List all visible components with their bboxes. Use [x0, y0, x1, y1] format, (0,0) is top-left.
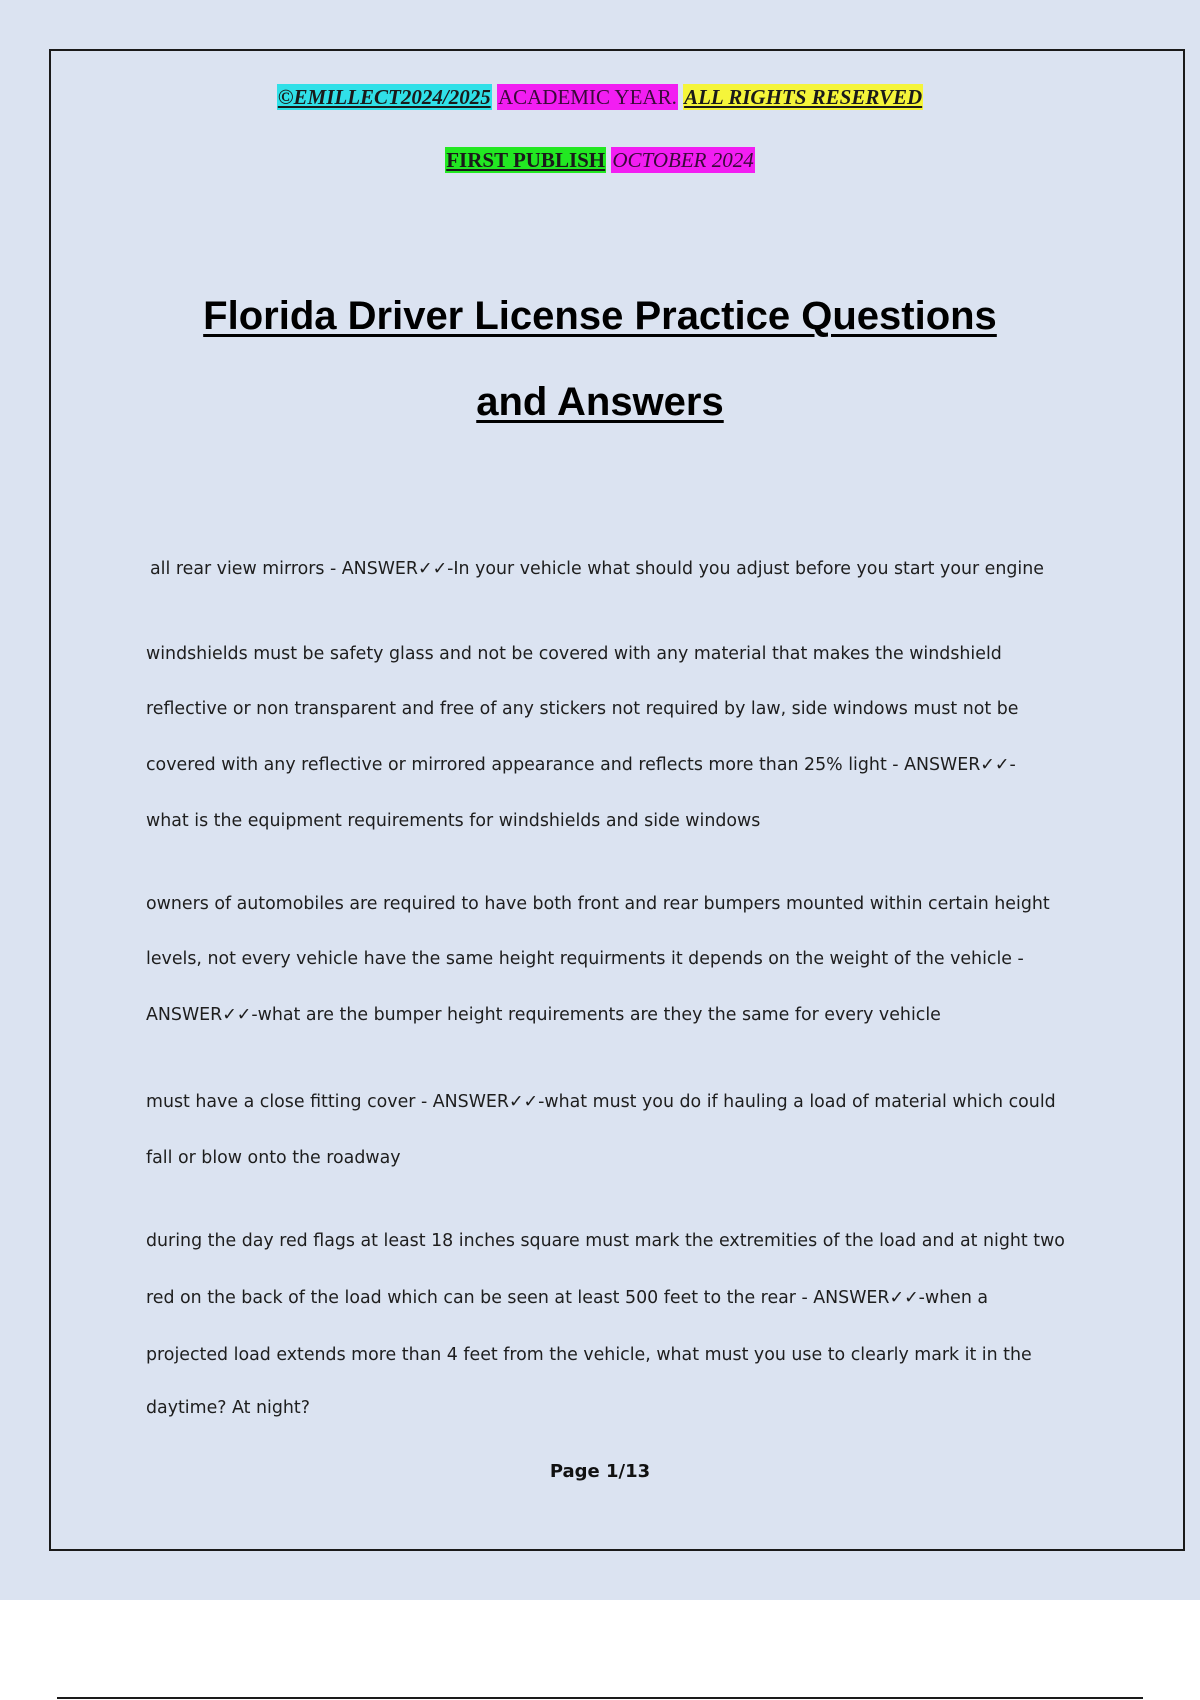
qa-line: owners of automobiles are required to have both front and rear bumpers mounted within certain height [146, 894, 1050, 914]
copyright-text: ©EMILLECT2024/2025 [277, 85, 491, 109]
qa-line: reflective or non transparent and free of any stickers not required by law, side windows must not be [146, 699, 1019, 719]
qa-line: fall or blow onto the roadway [146, 1148, 401, 1168]
copyright-header [0, 84, 1200, 110]
qa-line: projected load extends more than 4 feet from the vehicle, what must you use to clearly mark it in the [146, 1345, 1032, 1365]
document-title-line-1: Florida Driver License Practice Questions [203, 294, 997, 338]
next-page-top-rule [57, 1697, 1143, 1699]
publish-header [0, 147, 1200, 173]
qa-line: ANSWER✓✓-what are the bumper height requirements are they the same for every vehicle [146, 1005, 941, 1025]
qa-line: levels, not every vehicle have the same height requirments it depends on the weight of the vehicle - [146, 949, 1024, 969]
publish-date-text: OCTOBER 2024 [612, 148, 754, 172]
first-publish-text: FIRST PUBLISH [446, 148, 606, 172]
qa-line: must have a close fitting cover - ANSWER✓✓-what must you do if hauling a load of material which could [146, 1092, 1056, 1112]
document-title-line-2: and Answers [476, 380, 724, 424]
qa-line: red on the back of the load which can be seen at least 500 feet to the rear - ANSWER✓✓-when a [146, 1288, 989, 1308]
qa-line: covered with any reflective or mirrored appearance and reflects more than 25% light - ANSWER✓✓- [146, 755, 1016, 775]
qa-line: daytime? At night? [146, 1398, 310, 1418]
qa-line: windshields must be safety glass and not be covered with any material that makes the windshield [146, 644, 1002, 664]
qa-line: what is the equipment requirements for windshields and side windows [146, 811, 761, 831]
page-number: Page 1/13 [549, 1461, 651, 1482]
qa-line: during the day red flags at least 18 inches square must mark the extremities of the load and at night two [146, 1231, 1065, 1251]
qa-line: all rear view mirrors - ANSWER✓✓-In your vehicle what should you adjust before you start your engine [150, 559, 1044, 579]
rights-reserved-text: ALL RIGHTS RESERVED [684, 85, 923, 109]
page-border [49, 49, 1185, 1551]
academic-year-text: ACADEMIC YEAR. [497, 85, 677, 109]
